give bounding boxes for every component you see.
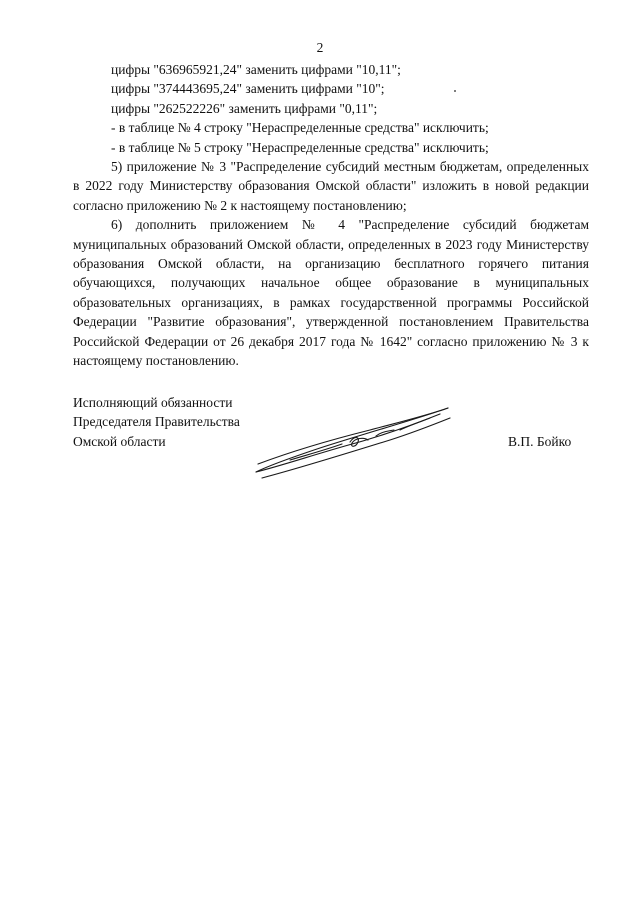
document-body — [73, 60, 589, 371]
signature-position-block — [73, 393, 240, 451]
signer-name: В.П. Бойко — [508, 434, 572, 449]
text-line: цифры "262522226" заменить цифрами "0,11"; — [111, 100, 378, 116]
handwritten-signature — [250, 402, 460, 482]
position-line: Исполняющий обязанности — [73, 395, 233, 410]
paragraph-item-6: 6) дополнить приложением № 4 "Распределение субсидий бюджетам муниципальных образований Омской области, определенных в 2023 году Министерству образования Омской области, на организацию бесплатного горячего питания обучающихся, получающих начальное общее образование в муниципальных образовательных организациях, в рамках государственной программы Российской Федерации "Развитие образования", утвержденной постановлением Правительства Российской Федерации от 26 декабря 2017 года № 1642" согласно приложению № 3 к настоящему постановлению. — [73, 217, 589, 369]
paragraph-item-5: 5) приложение № 3 "Распределение субсидий местным бюджетам, определенных в 2022 году Министерству образования Омской области" изложить в новой редакции согласно приложению № 2 к настоящему постановлению; — [73, 159, 589, 213]
text-line: цифры "374443695,24" заменить цифрами "10"; — [111, 81, 385, 97]
position-line: Председателя Правительства — [73, 414, 240, 430]
position-line: Омской области — [73, 433, 166, 449]
text-line: цифры "636965921,24" заменить цифрами "10,11"; — [111, 62, 401, 77]
page-number: 2 — [316, 40, 324, 55]
text-line: - в таблице № 4 строку "Нераспределенные средства" исключить; — [111, 120, 489, 136]
text-line: - в таблице № 5 строку "Нераспределенные средства" исключить; — [111, 139, 489, 155]
